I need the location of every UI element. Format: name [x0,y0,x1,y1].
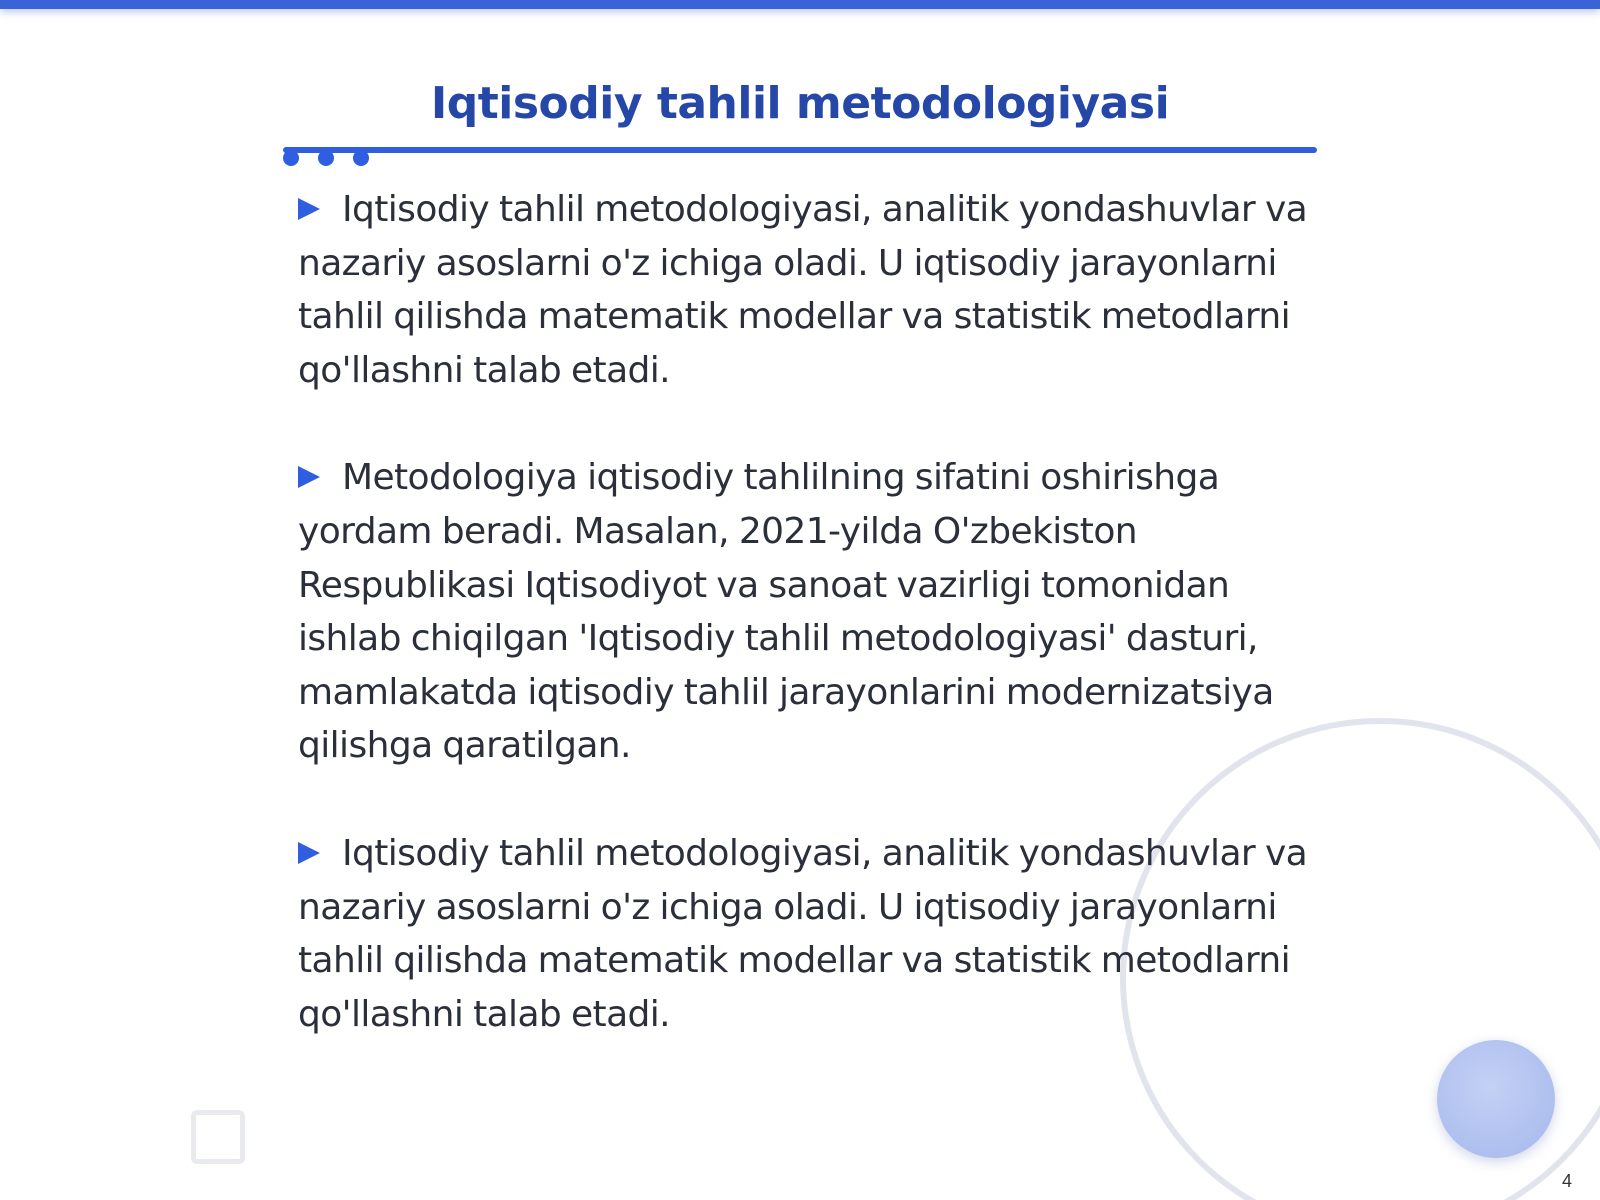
bullet-item [298,451,1318,773]
bullet-list [298,183,1318,1041]
triangle-right-icon [298,466,320,488]
bullet-text: Metodologiya iqtisodiy tahlilning sifatini oshirishga yordam beradi. Masalan, 2021-yilda O'zbekiston Respublikasi Iqtisodiyot va sanoat vazirligi tomonidan ishlab chiqilgan 'Iqtisodiy tahlil metodologiyasi' dasturi, mamlakatda iqtisodiy tahlil jarayonlarini modernizatsiya qilishga qaratilgan. [298,457,1274,767]
decorative-circle [1437,1040,1555,1158]
bullet-item [298,183,1318,397]
dot-icon [283,150,299,166]
title-underline [283,147,1317,153]
decorative-square [191,1110,245,1164]
bullet-text: Iqtisodiy tahlil metodologiyasi, analitik yondashuvlar va nazariy asoslarni o'z ichiga oladi. U iqtisodiy jarayonlarni tahlil qilishda matematik modellar va statistik metodlarni qo'llashni talab etadi. [298,189,1308,391]
bullet-text: Iqtisodiy tahlil metodologiyasi, analitik yondashuvlar va nazariy asoslarni o'z ichiga oladi. U iqtisodiy jarayonlarni tahlil qilishda matematik modellar va statistik metodlarni qo'llashni talab etadi. [298,832,1308,1035]
page-number: 4 [1561,1171,1572,1191]
slide-title: Iqtisodiy tahlil metodologiyasi [430,78,1170,129]
dot-icon [318,150,334,166]
triangle-right-icon [298,842,320,864]
top-accent-bar [0,0,1600,9]
bullet-item [298,827,1318,1041]
triangle-right-icon [298,198,320,220]
dot-icon [353,150,369,166]
